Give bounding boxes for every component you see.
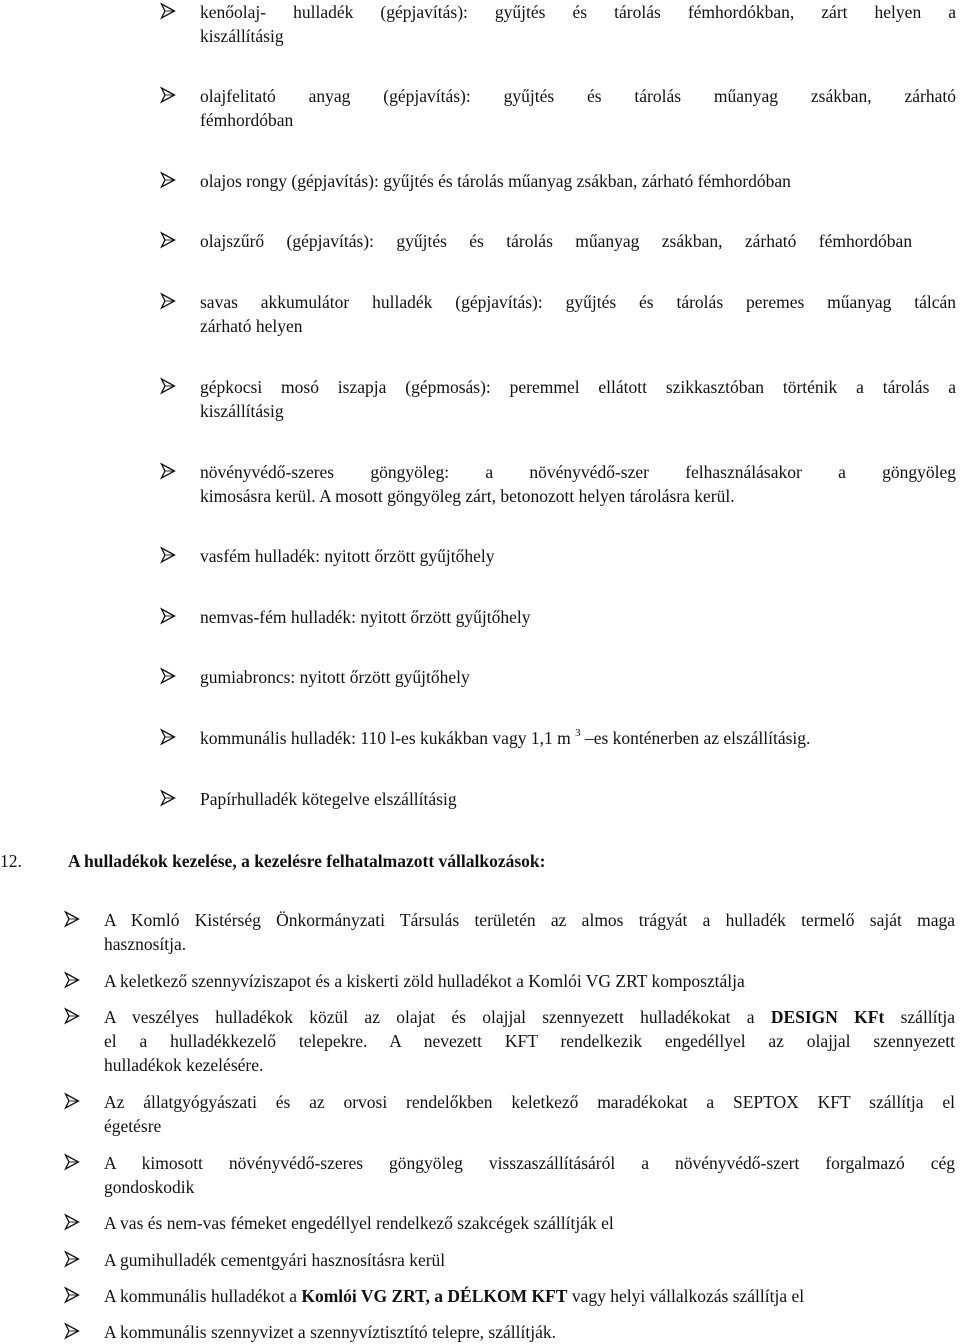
arrow-bullet-icon <box>160 377 176 395</box>
arrow-bullet-icon <box>160 462 176 480</box>
arrow-bullet-icon <box>64 1250 80 1268</box>
arrow-bullet-icon <box>64 1153 80 1171</box>
arrow-bullet-icon <box>160 667 176 685</box>
section-number: 12. <box>0 851 22 871</box>
arrow-bullet-icon <box>64 910 80 928</box>
section-title: A hulladékok kezelése, a kezelésre felhatalmazott vállalkozások: <box>68 851 546 871</box>
arrow-bullet-icon <box>160 171 176 189</box>
arrow-bullet-icon <box>64 1092 80 1110</box>
arrow-bullet-icon <box>160 2 176 20</box>
arrow-bullet-icon <box>160 86 176 104</box>
arrow-bullet-icon <box>64 971 80 989</box>
arrow-bullet-icon <box>160 607 176 625</box>
arrow-bullet-icon <box>64 1286 80 1304</box>
arrow-bullet-icon <box>160 789 176 807</box>
arrow-bullet-icon <box>160 728 176 746</box>
arrow-bullet-icon <box>160 231 176 249</box>
arrow-bullet-icon <box>160 546 176 564</box>
arrow-bullet-icon <box>64 1213 80 1231</box>
arrow-bullet-icon <box>160 292 176 310</box>
arrow-bullet-icon <box>64 1322 80 1340</box>
arrow-bullet-icon <box>64 1007 80 1025</box>
